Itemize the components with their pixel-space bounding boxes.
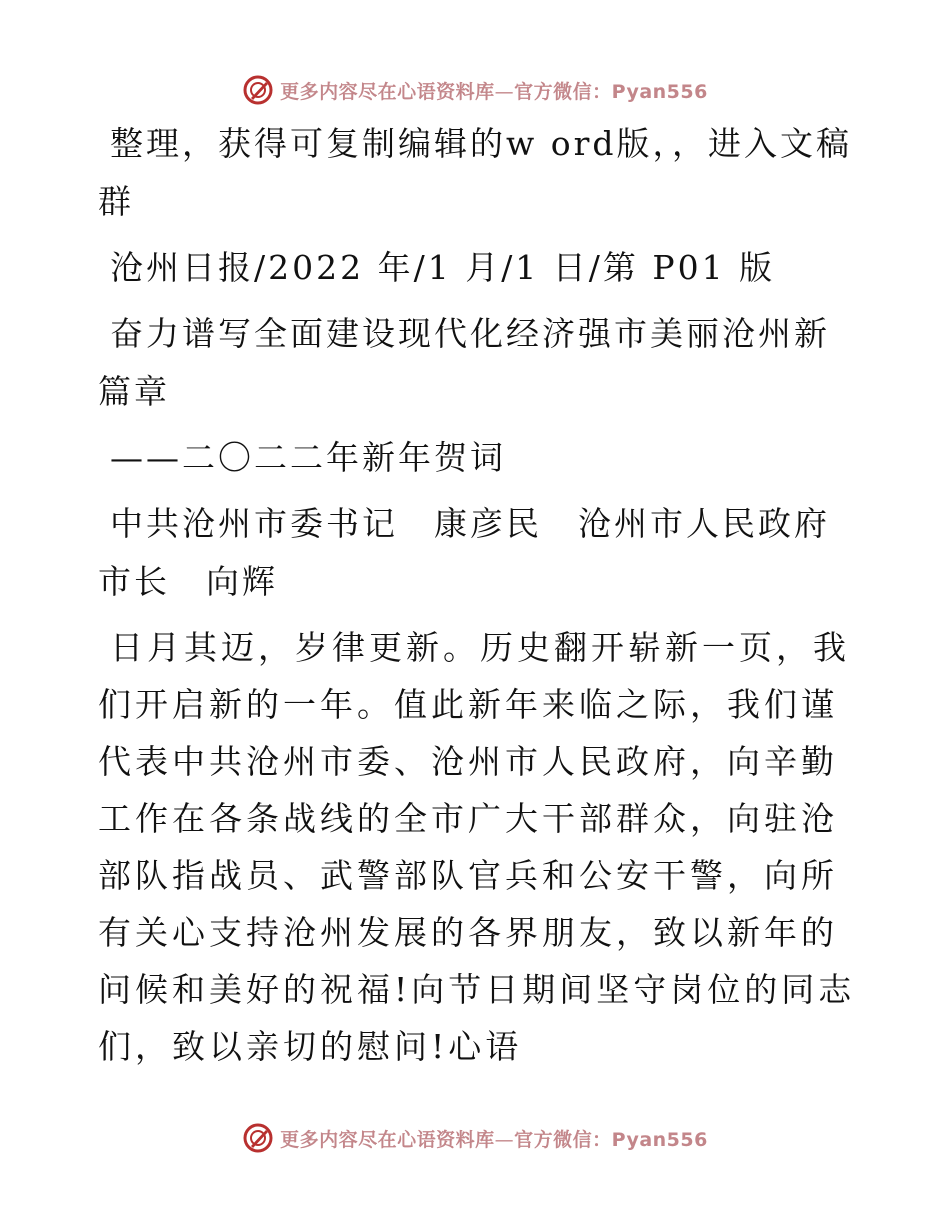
pen-logo-icon	[242, 1122, 274, 1154]
intro-line: 整理，获得可复制编辑的w ord版，，进入文稿群	[98, 124, 853, 221]
article-paragraph: 日月其迈，岁律更新。历史翻开崭新一页，我们开启新的一年。值此新年来临之际，我们谨代表中共沧州市委、沧州市人民政府，向辛勤工作在各条战线的全市广大干部群众，向驻沧部队指战员、武警部队官兵和公安干警，向所有关心支持沧州发展的各界朋友，致以新年的问候和美好的祝福!向节日期间坚守岗位的同志们，致以亲切的慰问!心语	[98, 628, 856, 1066]
source-line: 沧州日报/2022 年/1 月/1 日/第 P01 版	[110, 248, 776, 287]
watermark-footer	[0, 1118, 950, 1158]
watermark-text: 更多内容尽在心语资料库—官方微信：Pyan556	[280, 80, 708, 103]
document-body	[98, 115, 858, 1083]
watermark-header	[0, 70, 950, 110]
article-title: 奋力谱写全面建设现代化经济强市美丽沧州新篇章	[98, 314, 830, 411]
article-authors: 中共沧州市委书记 康彦民 沧州市人民政府市长 向辉	[98, 504, 830, 601]
watermark-text: 更多内容尽在心语资料库—官方微信：Pyan556	[280, 1128, 708, 1151]
pen-logo-icon	[242, 74, 274, 106]
article-subtitle: ——二〇二二年新年贺词	[110, 438, 506, 477]
